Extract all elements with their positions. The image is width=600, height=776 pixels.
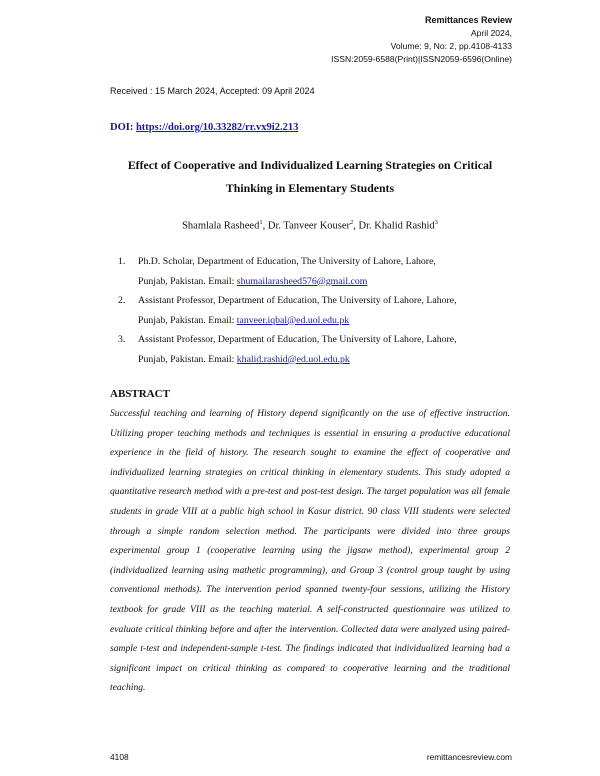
author-sep: , [353, 220, 359, 232]
affiliation-text: Assistant Professor, Department of Education, The University of Lahore, Lahore, [138, 334, 457, 345]
author-2: Dr. Tanveer Kouser [267, 220, 351, 232]
abstract-heading: ABSTRACT [110, 388, 170, 400]
journal-name: Remittances Review [424, 15, 512, 25]
author-sep: , [262, 220, 268, 232]
paper-title [100, 154, 520, 200]
affiliation-item [118, 330, 518, 369]
author-1: Shamlala Rasheed [182, 220, 260, 232]
email-link[interactable]: shumailarasheed576@gmail.com [236, 275, 368, 287]
issue-date: April 2024, [470, 28, 512, 38]
affiliation-list [118, 252, 518, 369]
affiliation-location: Punjab, Pakistan. Email: [138, 275, 237, 287]
title-line-1: Effect of Cooperative and Individualized Learning Strategies on Critical [127, 158, 493, 172]
affiliation-number: 2. [118, 295, 126, 306]
abstract-body: Successful teaching and learning of History depend significantly on the use of effective instruction. Utilizing proper teaching methods and techniques is essential in ensuring a productive educational experience in the field of history. The research sought to examine the effect of cooperative and individualized learning strategies on critical thinking in elementary students. This study adopted a quantitative research method with a pre-test and post-test design. The target population was all female students in grade VIII at a public high school in Kasur district. 90 class VIII students were selected through a simple random selection method. The participants were divided into three groups experimental group 1 (cooperative learning using the jigsaw method), experimental group 2 (individualized learning using mathetic programming), and Group 3 (control group taught by using conventional methods). The intervention period spanned twenty-four sessions, utilizing the History textbook for grade VIII as the teaching material. A self-constructed questionnaire was utilized to evaluate critical thinking before and after the intervention. Collected data were analyzed using paired-sample t-test and independent-sample t-test. The findings indicated that individualized learning had a significant impact on critical thinking as compared to cooperative learning and the traditional teaching. [110, 408, 510, 694]
affiliation-number: 1. [118, 256, 126, 267]
email-link[interactable]: tanveer.iqbal@ed.uol.edu.pk [236, 314, 350, 326]
received-dates: Received : 15 March 2024, Accepted: 09 April 2024 [110, 86, 315, 96]
page-number: 4108 [110, 752, 129, 762]
affiliation-item [118, 252, 518, 291]
email-link[interactable]: khalid.rashid@ed.uol.edu.pk [236, 353, 350, 365]
affiliation-location: Punjab, Pakistan. Email: [138, 353, 237, 365]
affiliation-text: Assistant Professor, Department of Education, The University of Lahore, Lahore, [138, 295, 457, 306]
issn-info: ISSN:2059-6588(Print)|ISSN2059-6596(Online) [331, 54, 512, 64]
doi-line [110, 122, 298, 133]
author-1-sup: 1 [259, 219, 263, 226]
doi-link[interactable]: https://doi.org/10.33282/rr.vx9i2.213 [135, 122, 299, 133]
affiliation-location: Punjab, Pakistan. Email: [138, 314, 237, 326]
journal-website: remittancesreview.com [426, 752, 512, 762]
volume-info: Volume: 9, No: 2, pp.4108-4133 [390, 41, 512, 51]
affiliation-text: Ph.D. Scholar, Department of Education, The University of Lahore, Lahore, [138, 256, 436, 267]
journal-header [331, 14, 512, 66]
author-list [100, 219, 520, 232]
title-line-2: Thinking in Elementary Students [225, 181, 395, 195]
author-3-sup: 3 [434, 219, 438, 226]
affiliation-number: 3. [118, 334, 126, 345]
author-2-sup: 2 [350, 219, 354, 226]
affiliation-item [118, 291, 518, 330]
doi-label: DOI: [110, 122, 134, 133]
author-3: Dr. Khalid Rashid [358, 220, 435, 232]
